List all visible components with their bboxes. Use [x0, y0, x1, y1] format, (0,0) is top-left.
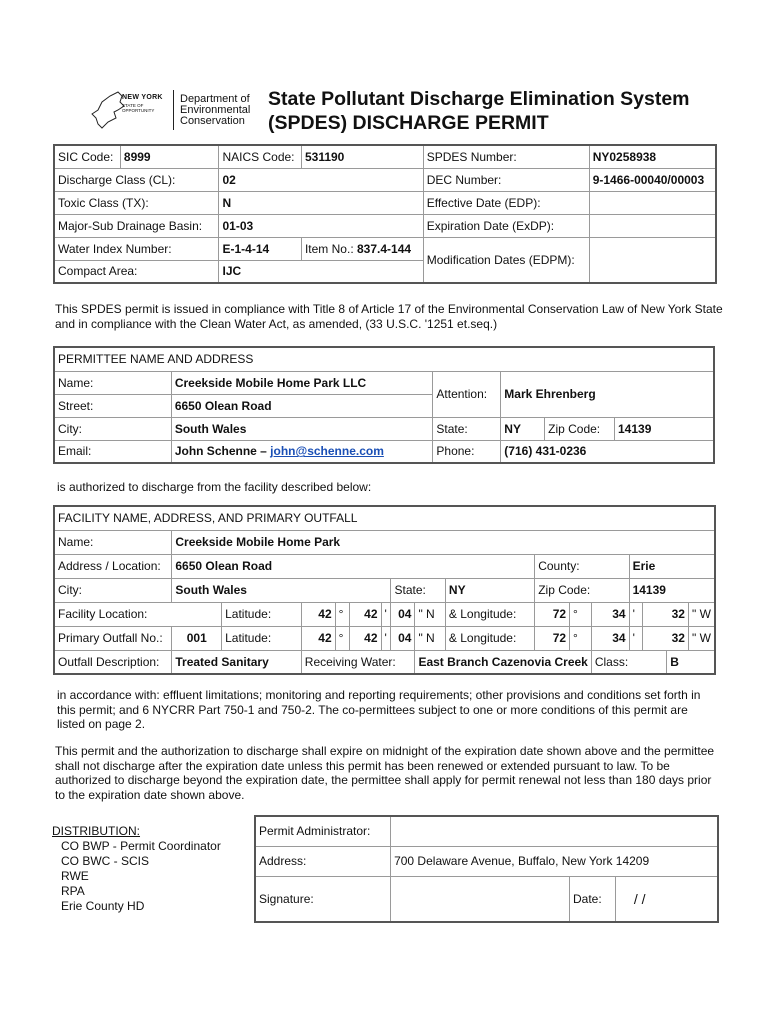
- admin-address-value: 700 Delaware Avenue, Buffalo, New York 14209: [391, 846, 718, 876]
- desc-value: Treated Sanitary: [172, 650, 301, 674]
- sec-north: " N: [415, 626, 445, 650]
- facility-name-label: Name:: [54, 530, 172, 554]
- logo-sub: STATE OF OPPORTUNITY: [122, 103, 155, 113]
- longitude-label: & Longitude:: [445, 602, 534, 626]
- edp-label: Effective Date (EDP):: [423, 191, 589, 214]
- receiving-label: Receiving Water:: [301, 650, 415, 674]
- sec-north: " N: [415, 602, 445, 626]
- page-title: State Pollutant Discharge Elimination System (SPDES) DISCHARGE PERMIT: [268, 88, 690, 134]
- permittee-state-value: NY: [501, 417, 545, 440]
- distribution: [52, 824, 221, 914]
- exdp-label: Expiration Date (ExDP):: [423, 214, 589, 237]
- admin-address-label: Address:: [255, 846, 391, 876]
- item-value: 837.4-144: [357, 241, 412, 256]
- lon-sec: 32: [643, 602, 689, 626]
- list-item: CO BWC - SCIS: [61, 854, 150, 868]
- signature-label: Signature:: [255, 876, 391, 922]
- deg-symbol: °: [335, 602, 349, 626]
- spdes-label: SPDES Number:: [423, 145, 589, 168]
- permittee-state-label: State:: [433, 417, 501, 440]
- date-label: Date:: [569, 876, 615, 922]
- permittee-section-title: PERMITTEE NAME AND ADDRESS: [54, 347, 714, 371]
- compliance-text: This SPDES permit is issued in compliance with Title 8 of Article 17 of the Environmental Conservation Law of New York State and in compliance with the Clean Water Act, as amended, (33 U.S.C. '1251 et.seq.): [55, 302, 723, 331]
- facility-state-label: State:: [391, 578, 445, 602]
- facility-zip-value: 14139: [629, 578, 715, 602]
- mod-value[interactable]: [589, 237, 716, 283]
- toxic-value: N: [219, 191, 423, 214]
- list-item: Erie County HD: [61, 899, 145, 913]
- outfall-lon-deg: 72: [535, 626, 570, 650]
- permittee-zip-label: Zip Code:: [545, 417, 615, 440]
- sic-value: 8999: [120, 145, 219, 168]
- desc-label: Outfall Description:: [54, 650, 172, 674]
- mod-label: Modification Dates (EDPM):: [423, 237, 589, 283]
- edp-value[interactable]: [589, 191, 716, 214]
- facility-address-value: 6650 Olean Road: [172, 554, 535, 578]
- email-label: Email:: [54, 440, 171, 463]
- min-symbol: ': [629, 602, 643, 626]
- permittee-table: [53, 346, 715, 464]
- sic-label: SIC Code:: [54, 145, 120, 168]
- administrator-value[interactable]: [391, 816, 718, 846]
- accordance-text: in accordance with: effluent limitations; monitoring and reporting requirements; other provisions and conditions set forth in this permit; and 6 NYCRR Part 750-1 and 750-2. The co-permittees subject to one or more conditions of this permit are listed on page 2.: [57, 688, 701, 731]
- class-label: Discharge Class (CL):: [54, 168, 219, 191]
- permittee-name-label: Name:: [54, 371, 171, 394]
- naics-value: 531190: [301, 145, 423, 168]
- outfall-value: 001: [172, 626, 222, 650]
- class-value: 02: [219, 168, 423, 191]
- outfall-lat-deg: 42: [301, 626, 335, 650]
- dec-value: 9-1466-00040/00003: [589, 168, 716, 191]
- email-link[interactable]: john@schenne.com: [270, 444, 384, 459]
- lat-sec: 04: [391, 602, 415, 626]
- admin-table: [254, 815, 719, 923]
- lat-deg: 42: [301, 602, 335, 626]
- phone-label: Phone:: [433, 440, 501, 463]
- min-symbol: ': [381, 602, 391, 626]
- facility-address-label: Address / Location:: [54, 554, 172, 578]
- basin-label: Major-Sub Drainage Basin:: [54, 214, 219, 237]
- class-value: B: [667, 650, 715, 674]
- expiration-text: This permit and the authorization to discharge shall expire on midnight of the expiration date shown above and the permittee shall not discharge after the expiration date unless this permit has been renewed or extended pursuant to law. To be authorized to discharge beyond the expiration date, the permittee shall apply for permit renewal not less than 180 days prior to the expiration date shown above.: [55, 744, 715, 802]
- permittee-name-value: Creekside Mobile Home Park LLC: [171, 371, 433, 394]
- latitude-label: Latitude:: [222, 602, 302, 626]
- outfall-lat-min: 42: [349, 626, 381, 650]
- attention-label: Attention:: [433, 371, 501, 417]
- toxic-label: Toxic Class (TX):: [54, 191, 219, 214]
- dec-logo: [88, 88, 258, 134]
- outfall-longitude-label: & Longitude:: [445, 626, 534, 650]
- outfall-label: Primary Outfall No.:: [54, 626, 172, 650]
- deg-symbol: °: [570, 626, 592, 650]
- facility-city-label: City:: [54, 578, 172, 602]
- deg-symbol: °: [335, 626, 349, 650]
- logo-divider: [173, 90, 174, 130]
- list-item: RPA: [61, 884, 85, 898]
- compact-value: IJC: [219, 260, 423, 283]
- list-item: RWE: [61, 869, 89, 883]
- facility-section-title: FACILITY NAME, ADDRESS, AND PRIMARY OUTFALL: [54, 506, 715, 530]
- logo-dept: Department of Environmental Conservation: [180, 93, 251, 127]
- water-label: Water Index Number:: [54, 237, 219, 260]
- signature-field[interactable]: [391, 876, 570, 922]
- facility-city-value: South Wales: [172, 578, 391, 602]
- email-cell: John Schenne – john@schenne.com: [171, 440, 433, 463]
- location-label: Facility Location:: [54, 602, 222, 626]
- facility-table: [53, 505, 716, 675]
- attention-value: Mark Ehrenberg: [501, 371, 714, 417]
- compact-label: Compact Area:: [54, 260, 219, 283]
- date-field[interactable]: / /: [615, 876, 718, 922]
- basin-value: 01-03: [219, 214, 423, 237]
- min-symbol: ': [629, 626, 643, 650]
- outfall-lat-sec: 04: [391, 626, 415, 650]
- water-value: E-1-4-14: [219, 237, 301, 260]
- sec-west: " W: [688, 602, 715, 626]
- min-symbol: ': [381, 626, 391, 650]
- deg-symbol: °: [570, 602, 592, 626]
- distribution-title: DISTRIBUTION:: [52, 824, 141, 838]
- phone-value: (716) 431-0236: [501, 440, 714, 463]
- logo-state-name: NEW YORK: [122, 94, 163, 101]
- outfall-lon-sec: 32: [643, 626, 689, 650]
- outfall-lon-min: 34: [591, 626, 629, 650]
- permittee-city-label: City:: [54, 417, 171, 440]
- facility-name-value: Creekside Mobile Home Park: [172, 530, 715, 554]
- dec-label: DEC Number:: [423, 168, 589, 191]
- list-item: CO BWP - Permit Coordinator: [61, 839, 221, 853]
- lon-min: 34: [591, 602, 629, 626]
- authorized-text: is authorized to discharge from the facility described below:: [57, 480, 372, 494]
- permit-info-table: [53, 144, 717, 284]
- county-value: Erie: [629, 554, 715, 578]
- naics-label: NAICS Code:: [219, 145, 301, 168]
- lat-min: 42: [349, 602, 381, 626]
- permittee-zip-value: 14139: [615, 417, 715, 440]
- county-label: County:: [535, 554, 629, 578]
- distribution-list: [52, 839, 221, 914]
- receiving-value: East Branch Cazenovia Creek: [415, 650, 591, 674]
- sec-west: " W: [688, 626, 715, 650]
- street-label: Street:: [54, 394, 171, 417]
- facility-state-value: NY: [445, 578, 534, 602]
- administrator-label: Permit Administrator:: [255, 816, 391, 846]
- facility-zip-label: Zip Code:: [535, 578, 629, 602]
- street-value: 6650 Olean Road: [171, 394, 433, 417]
- exdp-value[interactable]: [589, 214, 716, 237]
- item-cell: Item No.: 837.4-144: [301, 237, 423, 260]
- class-label: Class:: [591, 650, 666, 674]
- lon-deg: 72: [535, 602, 570, 626]
- outfall-latitude-label: Latitude:: [222, 626, 302, 650]
- spdes-value: NY0258938: [589, 145, 716, 168]
- permittee-city-value: South Wales: [171, 417, 433, 440]
